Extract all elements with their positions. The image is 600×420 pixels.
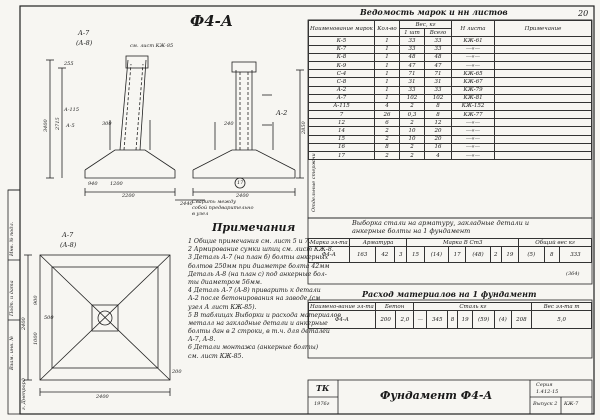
table-cell [494,86,591,94]
table-row [309,127,592,135]
table-cell: 48 [424,53,451,61]
notes-list [188,238,341,361]
marks-table-title: Ведомость марок и нн листов [360,7,508,17]
table-cell: 8 [424,111,451,119]
table-cell: К-9 [309,61,375,69]
materials-header-steel: Сталь кг [414,303,532,311]
table-cell [494,135,591,143]
table-cell: —«— [451,135,494,143]
steel-cell: 333 [559,247,591,263]
steel-cell: 163 [349,247,375,263]
table-cell: 1 [374,53,399,61]
table-cell: КЖ-79 [451,86,494,94]
steel-cell: (48) [466,247,491,263]
table-cell: 20 [424,127,451,135]
table-cell: А-115 [309,102,375,110]
note-line: 5 В таблицах Выборки и расхода материалов [188,311,341,319]
table-cell: 1 [374,61,399,69]
table-cell: 33 [424,45,451,53]
table-cell: 4 [374,102,399,110]
table-cell: 31 [424,78,451,86]
marks-table [308,20,592,160]
table-cell: 1 [374,94,399,102]
steel-cell: 3 [394,247,407,263]
steel-cell: 42 [375,247,394,263]
dim-2400-plan-side: 2400 [21,317,27,330]
table-cell: 2 [399,143,424,151]
materials-cell: 19 [457,311,472,329]
table-cell: КЖ-81 [451,94,494,102]
table-cell: КЖ-65 [451,70,494,78]
steel-cell: 17 [449,247,466,263]
table-cell: С-8 [309,78,375,86]
table-cell: 33 [399,86,424,94]
steel-header-mark: Марка эл-та [310,239,348,246]
marks-header-weight: Вес, кг [399,21,451,29]
table-cell: КЖ-61 [451,37,494,45]
table-row [309,86,592,94]
table-cell: 16 [309,143,375,151]
dim-2440: 2440 [180,201,193,207]
materials-table [308,302,592,329]
table-cell: 102 [424,94,451,102]
marks-header-sheet: Н листа [451,21,494,37]
steel-cell: 15 [407,247,424,263]
note-line: 6 Детали монтажа (анкерные болты) [188,344,319,352]
rebar-label-a5: А-5 [66,123,75,129]
cut-label-a2: А-2 [276,109,288,117]
note-line: см. лист КЖ-85. [188,352,244,360]
table-cell: 10 [399,135,424,143]
steel-table-title-1: Выборка стали на арматуру, закладные детали и [352,219,530,227]
materials-header-concrete: Бетон [375,303,414,311]
table-row [309,78,592,86]
table-cell: 1 [374,70,399,78]
rebar-label-a115: А-115 [64,107,80,113]
table-cell: —«— [451,61,494,69]
dim-1000-plan: 1000 [33,332,39,345]
table-row [309,53,592,61]
table-cell: 15 [309,135,375,143]
title-block-org: ТК [316,383,330,393]
dim-3400: 3400 [43,119,49,132]
table-cell: 33 [399,45,424,53]
table-cell: КЖ-67 [451,78,494,86]
dim-2200-front: 2200 [122,193,135,199]
table-cell [494,102,591,110]
table-cell: 8 [374,143,399,151]
note-line: Деталь А-8 (на план с) под анкерные бол- [188,270,327,278]
dim-500: 500 [44,315,54,321]
table-row [309,70,592,78]
table-cell: 2 [399,152,424,160]
table-cell: 14 [309,127,375,135]
materials-header-mark: Наимено-вание эл-та [310,303,374,310]
marks-header-qty: Кол-во [374,21,399,37]
table-cell: 1 [374,86,399,94]
title-block-series-label: Серия [536,382,553,388]
title-block-year: 1976г [314,401,330,407]
materials-cell: 208 [511,311,532,329]
materials-cell: 200 [375,311,396,329]
dim-900-plan: 900 [33,295,39,305]
table-cell: 6 [374,119,399,127]
table-cell [494,119,591,127]
note-line: 2 Армирование сумки шпиц см. лист КЖ-8. [188,246,334,254]
dim-2400-side: 2400 [236,193,249,199]
table-cell: 33 [399,37,424,45]
table-cell: 17 [309,152,375,160]
note-line: металл на закладные детали и анкерные [188,319,328,327]
table-cell [494,70,591,78]
title-block-series: 1.412-15 [536,389,559,395]
table-cell [494,143,591,151]
plan-label-a7: А-7 [62,231,74,239]
dim-2400-plan: 2400 [96,394,109,400]
dim-2850: 2850 [301,121,307,134]
table-row [309,111,592,119]
materials-cell: 8 [448,311,458,329]
table-cell [494,152,591,160]
margin-stamp-1: Инв. № подл. [9,221,15,256]
title-block-sheet-code: КЖ-7 [564,401,579,407]
table-cell [494,78,591,86]
table-cell: 20 [424,135,451,143]
table-cell: 47 [424,61,451,69]
callout-text-1: Сварить между [192,199,237,205]
table-cell: А-2 [309,86,375,94]
marks-side-label: Отдельные стержни [311,153,317,212]
table-row [309,94,592,102]
table-cell: А-7 [309,94,375,102]
table-cell: 102 [399,94,424,102]
table-cell: КЖ-77 [451,111,494,119]
table-cell: 1 [374,45,399,53]
table-row [309,102,592,110]
steel-row-mark: Ф4-А [309,247,350,263]
table-cell: —«— [451,45,494,53]
marks-header-total: Всего [424,29,451,37]
table-row [309,135,592,143]
margin-stamp-3: Взам. инв. № [9,335,15,370]
table-cell: 31 [399,78,424,86]
table-cell: 48 [399,53,424,61]
table-cell: К-5 [309,37,375,45]
steel-total-alt: (364) [566,271,580,277]
dim-2715: 2715 [55,117,61,130]
steel-cell: (5) [518,247,544,263]
table-cell: 2 [374,152,399,160]
callout-circle-17: 17 [237,180,244,186]
margin-stamp-2: Подп. и дата [9,280,15,316]
note-line: А-2 после бетонирования на заводе (см [188,295,321,303]
table-cell: 71 [424,70,451,78]
margin-signature: г. Днепрорд [21,378,27,410]
ref-sheet-label: см. лист КЖ-85 [130,43,174,49]
table-row [309,143,592,151]
dim-240: 240 [224,121,234,127]
table-cell [494,111,591,119]
table-cell: —«— [451,152,494,160]
table-cell [494,53,591,61]
table-cell: К-7 [309,45,375,53]
table-cell: —«— [451,127,494,135]
title-block-name: Фундамент Ф4-А [380,389,493,402]
steel-table-title-2: анкерные болты на 1 фундамент [352,227,471,235]
steel-header-total: Общий вес кг [518,239,591,247]
materials-cell: 5,0 [532,311,592,329]
dim-940: 940 [88,181,98,187]
table-cell: 10 [399,127,424,135]
note-line: 3 Деталь А-7 (на план б) болты анкерных [188,254,329,262]
sheet-number: 20 [578,9,589,18]
table-cell: 2 [399,102,424,110]
side-elevation [193,62,304,196]
materials-cell: 345 [427,311,448,329]
table-cell: 2 [374,127,399,135]
note-line: А-7, А-8. [188,336,216,344]
table-cell [494,127,591,135]
table-cell: 0,3 [399,111,424,119]
table-cell: К-8 [309,53,375,61]
table-cell [494,94,591,102]
table-row [309,61,592,69]
dim-1200: 1200 [110,181,123,187]
steel-cell: 2 [490,247,501,263]
note-line: узел А лист КЖ-85). [188,303,257,311]
marks-header-note: Примечание [494,21,591,37]
dim-300: 300 [102,121,112,127]
table-cell: 16 [424,143,451,151]
table-row [309,119,592,127]
notes-heading: Примечания [212,221,296,234]
note-line: 4 Деталь А-7 (А-8) приварить к детали [188,287,321,295]
title-block-issue: Выпуск 2 [533,401,558,407]
steel-cell: (14) [424,247,449,263]
table-cell: 2 [374,135,399,143]
materials-cell: (4) [495,311,512,329]
note-line: болты дан в 2 строки, в т.ч. для деталей [188,328,330,336]
drawing-title: Ф4-А [190,12,234,30]
materials-header-weight: Вес эл-та т [532,303,592,311]
table-cell: 1 [374,37,399,45]
materials-cell: (59) [473,311,495,329]
table-cell: КЖ-152 [451,102,494,110]
table-cell: 2 [399,119,424,127]
table-cell: 71 [399,70,424,78]
table-cell [494,37,591,45]
table-cell: —«— [451,143,494,151]
table-row [309,45,592,53]
marks-table-body [309,37,592,160]
steel-cell: 8 [544,247,559,263]
plan-label-a8: (А-8) [60,241,77,249]
materials-cell: 2,0 [396,311,414,329]
table-cell: 26 [374,111,399,119]
note-line: болтов 250мм при диаметре болта 42мм [188,262,330,270]
table-row [309,37,592,45]
table-cell: 4 [424,152,451,160]
dim-255: 255 [64,61,74,67]
section-label-a8: (А-8) [76,39,93,47]
table-cell: —«— [451,119,494,127]
table-cell: 12 [309,119,375,127]
table-cell [494,45,591,53]
table-cell: 12 [424,119,451,127]
table-cell [494,61,591,69]
callout-text-3: в узел [192,211,209,217]
marks-header-unit: 1 шт [399,29,424,37]
table-cell: 1 [374,78,399,86]
materials-row-mark: Ф4-А [309,311,376,329]
note-line: 1 Общие примечания см. лист 5 и 7. [188,238,311,245]
table-cell: 47 [399,61,424,69]
table-cell: 7 [309,111,375,119]
section-label-a7: А-7 [78,29,90,37]
table-cell: 33 [424,86,451,94]
marks-header-name: Наименование марок [309,21,375,37]
steel-cell: 19 [501,247,518,263]
table-cell: —«— [451,53,494,61]
table-cell: 33 [424,37,451,45]
steel-header-armature: Арматура [349,239,407,247]
materials-table-title: Расход материалов на 1 фундамент [362,289,537,299]
materials-cell: — [414,311,427,329]
steel-table [308,238,592,263]
steel-header-grade: Марка В Ст3 [407,239,519,247]
note-line: ты диаметром 56мм. [188,278,263,286]
dim-200: 200 [172,369,182,375]
table-row [309,152,592,160]
callout-text-2: собой предварительно [192,205,254,211]
table-cell: 8 [424,102,451,110]
table-cell: С-4 [309,70,375,78]
